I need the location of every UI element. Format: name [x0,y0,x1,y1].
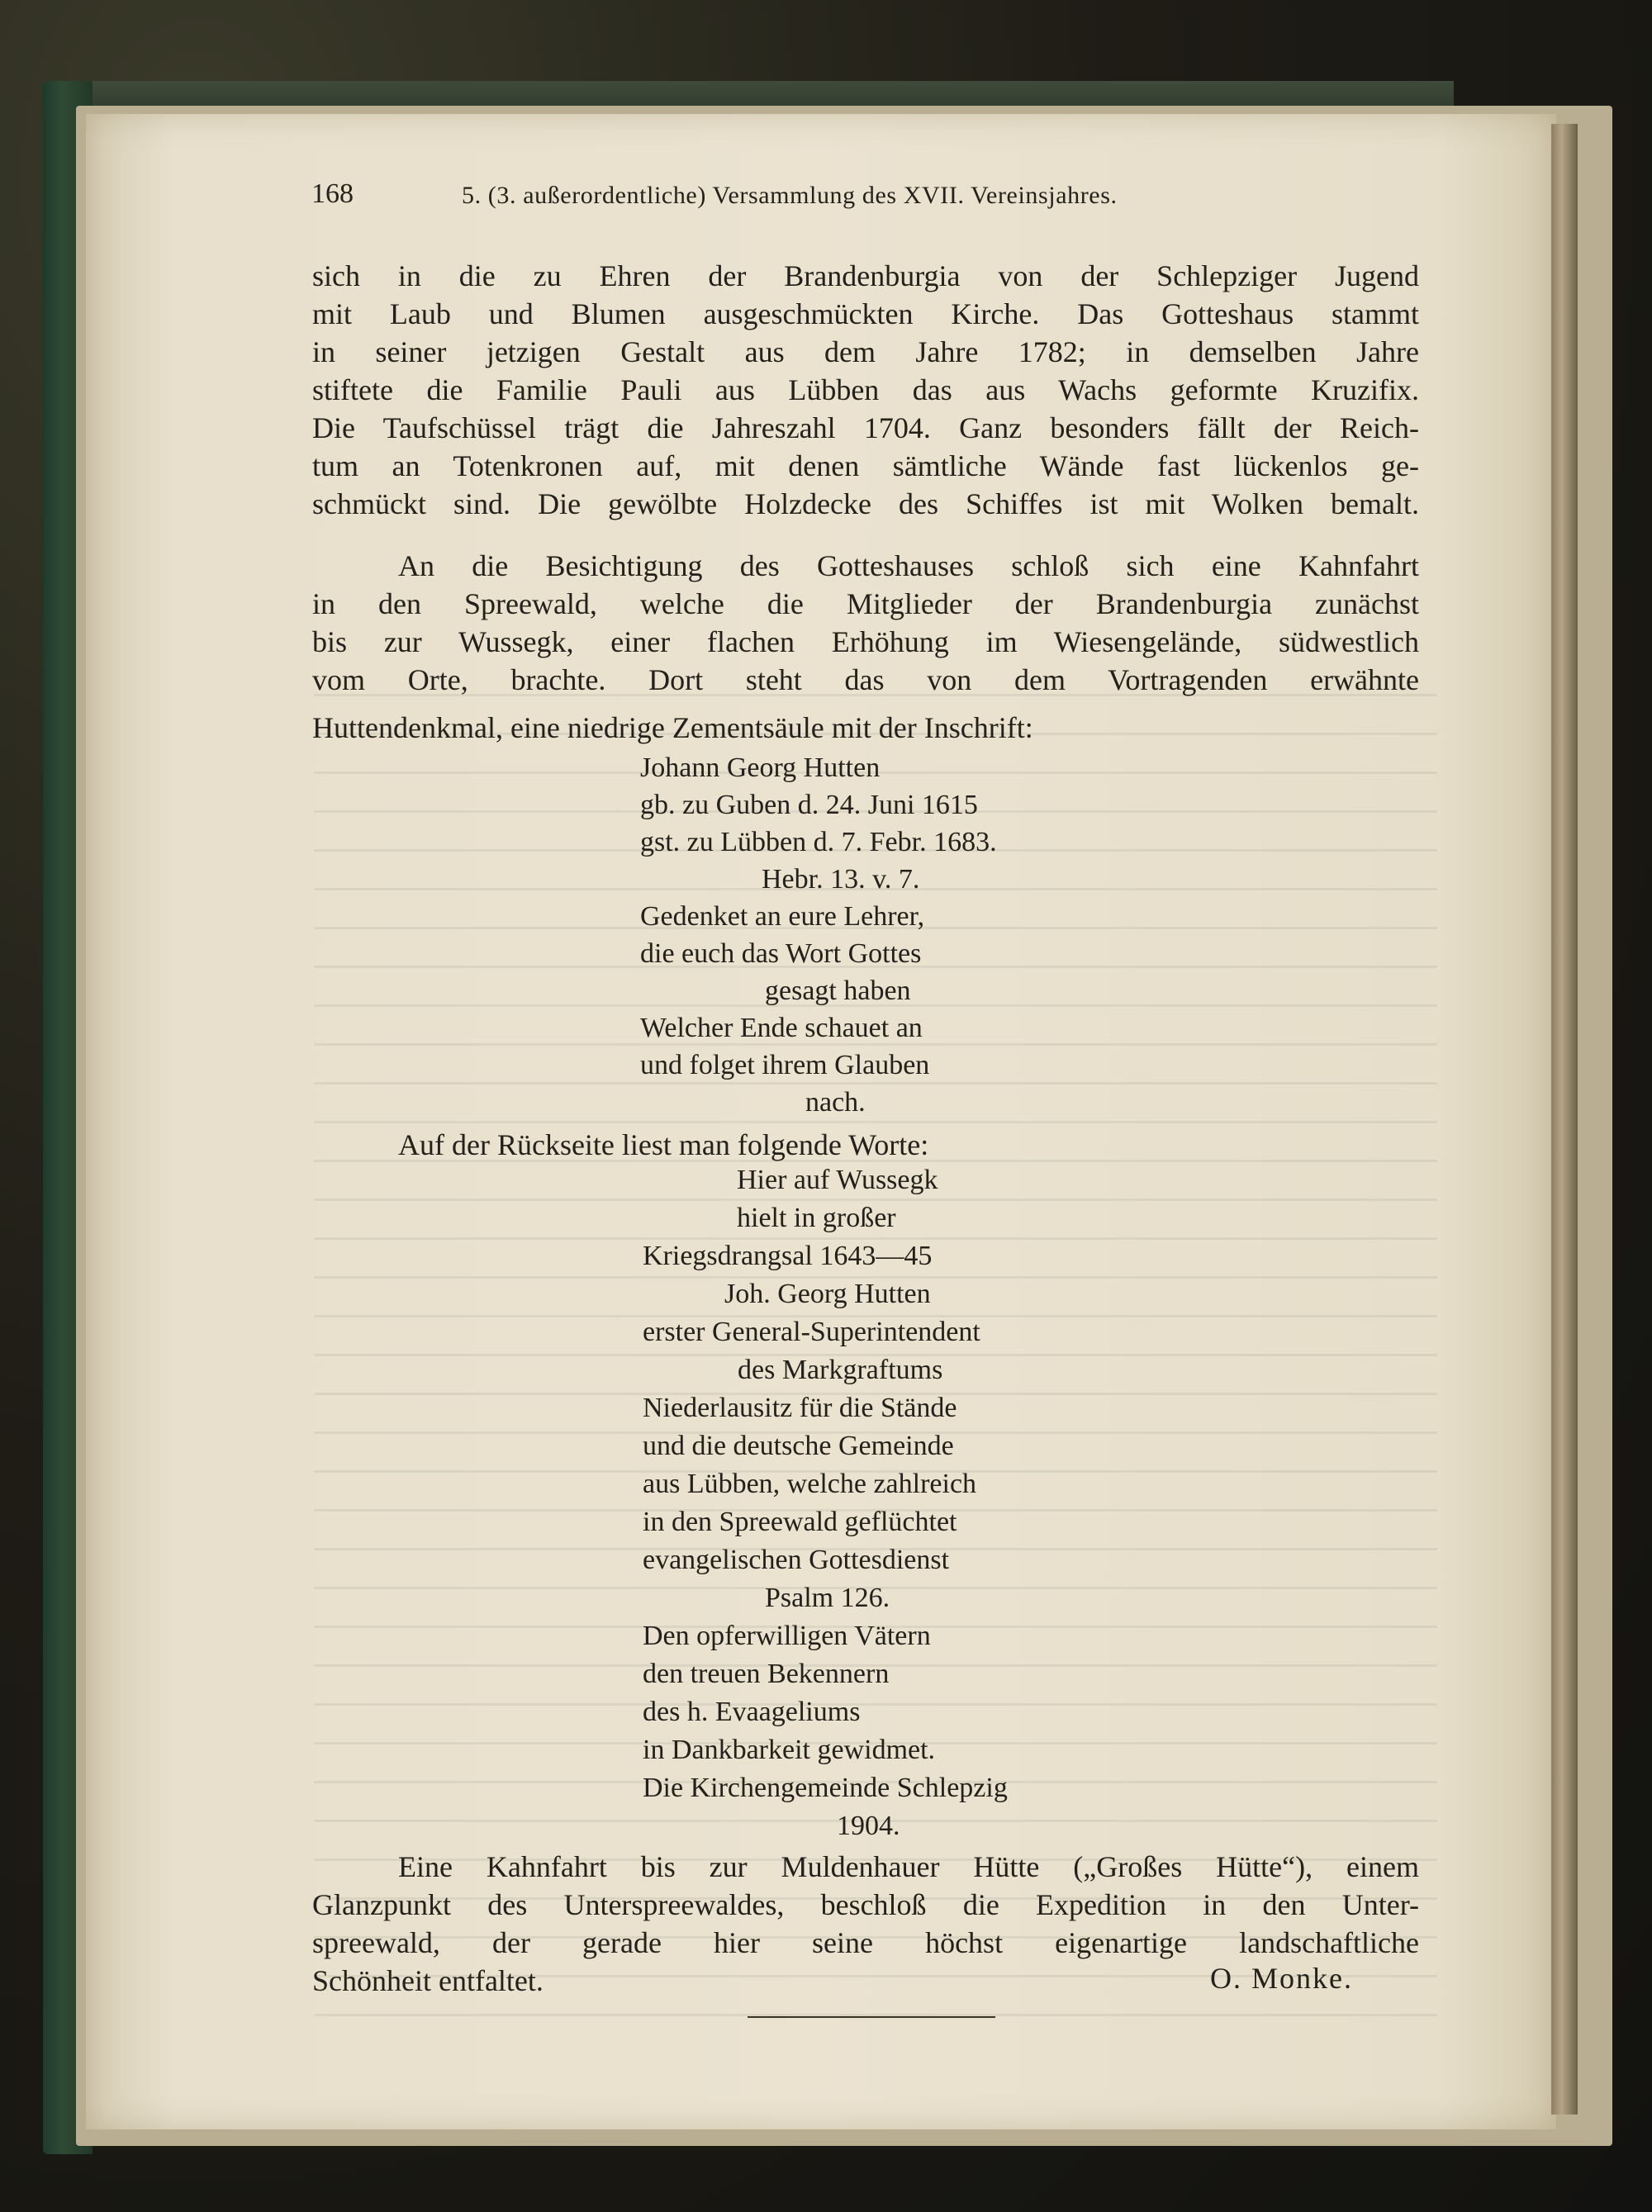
inscription-line: gesagt haben [765,975,911,1006]
inscription-line: und die deutsche Gemeinde [643,1431,954,1461]
inscription-line: in Dankbarkeit gewidmet. [643,1735,936,1765]
text-line: in den Spreewald, welche die Mitglieder der Brandenburgia zunächst [312,587,1419,620]
text-line: sich in die zu Ehren der Brandenburgia von der Schlepziger Jugend [312,259,1419,292]
text-line: bis zur Wussegk, einer flachen Erhöhung im Wiesengelände, südwestlich [312,625,1419,658]
text-line: tum an Totenkronen auf, mit denen sämtliche Wände fast lückenlos ge- [312,449,1419,482]
text-line: in seiner jetzigen Gestalt aus dem Jahre 1782; in demselben Jahre [312,335,1419,368]
inscription-line: des Markgraftums [738,1355,943,1385]
page-right-edge [1551,124,1578,2115]
text-line: schmückt sind. Die gewölbte Holzdecke des Schiffes ist mit Wolken bemalt. [312,487,1419,520]
inscription-line: aus Lübben, welche zahlreich [643,1469,977,1499]
inscription-line: in den Spreewald geflüchtet [643,1507,957,1537]
inscription-line: Welcher Ende schauet an [640,1013,923,1043]
text-line: stiftete die Familie Pauli aus Lübben das aus Wachs geformte Kruzifix. [312,373,1419,406]
inscription-line: die euch das Wort Gottes [640,938,922,969]
author-signature: O. Monke. [1210,1962,1353,1995]
inscription-line: 1904. [837,1811,900,1841]
end-rule-divider [748,2016,995,2018]
text-line: Die Taufschüssel trägt die Jahreszahl 1704. Ganz besonders fällt der Reich- [312,411,1419,444]
text-line: mit Laub und Blumen ausgeschmückten Kirche. Das Gotteshaus stammt [312,297,1419,330]
text-line: Huttendenkmal, eine niedrige Zementsäule mit der Inschrift: [312,711,1033,744]
inscription-line: Niederlausitz für die Stände [643,1393,957,1423]
inscription-line: Johann Georg Hutten [640,752,881,783]
text-line: spreewald, der gerade hier seine höchst eigenartige landschaftliche [312,1926,1419,1959]
text-line: An die Besichtigung des Gotteshauses schloß sich eine Kahnfahrt [398,549,1419,582]
text-line: Eine Kahnfahrt bis zur Muldenhauer Hütte („Großes Hütte“), einem [398,1850,1419,1883]
inscription-line: evangelischen Gottesdienst [643,1545,950,1575]
inscription-line: nach. [805,1087,866,1118]
inscription-line: Die Kirchengemeinde Schlepzig [643,1773,1008,1803]
inscription-line: hielt in großer [737,1203,896,1233]
inscription-line: und folget ihrem Glauben [640,1050,930,1080]
text-line: Auf der Rückseite liest man folgende Worte: [398,1128,929,1161]
inscription-line: erster General-Superintendent [643,1317,980,1347]
page-number: 168 [311,178,354,209]
inscription-line: den treuen Bekennern [643,1659,890,1689]
inscription-line: Gedenket an eure Lehrer, [640,901,925,932]
inscription-line: Hier auf Wussegk [737,1165,938,1195]
text-line: Glanzpunkt des Unterspreewaldes, beschloß die Expedition in den Unter- [312,1888,1419,1921]
inscription-line: gst. zu Lübben d. 7. Febr. 1683. [640,827,997,857]
inscription-line: Psalm 126. [765,1583,890,1613]
text-line: vom Orte, brachte. Dort steht das von dem Vortragenden erwähnte [312,663,1419,696]
inscription-line: des h. Evaageliums [643,1697,861,1727]
inscription-line: Hebr. 13. v. 7. [762,864,920,895]
text-line: Schönheit entfaltet. [312,1964,544,1997]
inscription-line: Den opferwilligen Vätern [643,1621,931,1651]
running-head: 5. (3. außerordentliche) Versammlung des XVII. Vereinsjahres. [462,182,1118,209]
inscription-line: Kriegsdrangsal 1643—45 [643,1241,933,1271]
inscription-line: Joh. Georg Hutten [724,1279,931,1309]
inscription-line: gb. zu Guben d. 24. Juni 1615 [640,790,978,820]
